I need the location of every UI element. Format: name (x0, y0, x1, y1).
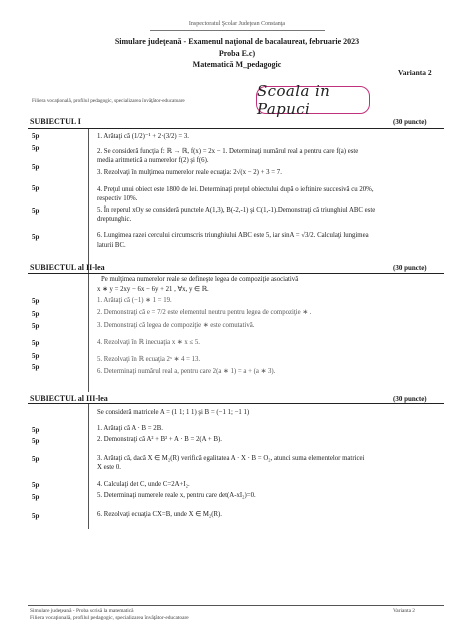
s1-item-4b: respectiv 10%. (97, 195, 138, 202)
s2-item-5: 5. Rezolvaţi în ℝ ecuaţia 2ˣ ∗ 4 = 13. (97, 356, 201, 363)
exam-subject: Matematică M_pedagogic (192, 60, 282, 69)
s1-item-1: 1. Arătaţi că (1/2)⁻¹ + 2·(3/2) = 3. (97, 133, 189, 140)
section-1-title: SUBIECTUL I (30, 117, 81, 126)
s2-points-6: 5p (32, 363, 40, 371)
s3-points-5: 5p (32, 493, 40, 501)
s1-points-6: 5p (32, 233, 40, 241)
s1-item-3: 3. Rezolvaţi în mulţimea numerelor reale ecuaţia: 2√(x − 2) + 3 = 7. (97, 169, 282, 176)
s3-points-4: 5p (32, 481, 40, 489)
section-3-points: (30 puncte) (393, 395, 427, 403)
s1-item-5b: dreptunghic. (97, 216, 132, 223)
section-3-rule (28, 403, 444, 404)
s3-item-3b: X este 0. (97, 464, 121, 471)
footer-rule (28, 605, 444, 606)
s1-points-1: 5p (32, 132, 40, 140)
s1-item-5: 5. În reperul xOy se consideră punctele A(1,3), B(-2,-1) şi C(1,-1).Demonstraţi că triunghiul ABC este (97, 207, 376, 214)
s1-item-6: 6. Lungimea razei cercului circumscris triunghiului ABC este 5, iar sinA = √3/2. Calculaţi lungimea (97, 232, 369, 239)
s3-item-1: 1. Arătaţi că A · B = 2B. (97, 425, 163, 432)
s1-item-2: 2. Se consideră funcţia f: ℝ → ℝ, f(x) = 2x − 1. Determinaţi numărul real a pentru care f(a) este (97, 148, 359, 155)
section-2-points: (30 puncte) (393, 264, 427, 272)
s3-item-4: 4. Calculaţi det C, unde C=2A+I₂. (97, 481, 190, 488)
s2-item-6: 6. Determinaţi numărul real a, pentru care 2(a ∗ 1) = a + (a ∗ 3). (97, 368, 276, 375)
section-1-rule (28, 128, 444, 129)
s2-points-2: 5p (32, 310, 40, 318)
s2-item-3: 3. Demonstraţi că legea de compoziţie ∗ este comutativă. (97, 322, 255, 329)
footer-varianta: Varianta 2 (393, 608, 416, 614)
s2-points-5: 5p (32, 352, 40, 360)
varianta-label: Varianta 2 (398, 68, 432, 77)
scoala-in-papuci-logo: Scoala in Papuci (256, 86, 370, 114)
s2-intro-1: Pe mulţimea numerelor reale se defineşte legea de compoziţie asociativă (101, 276, 299, 283)
s3-points-6: 5p (32, 512, 40, 520)
s2-item-2: 2. Demonstraţi că e = 7/2 este elementul neutru pentru legea de compoziţie ∗ . (97, 309, 312, 316)
s1-item-6b: laturii BC. (97, 242, 126, 249)
section-3-title: SUBIECTUL al III-lea (30, 394, 108, 403)
s1-item-4: 4. Preţul unui obiect este 1800 de lei. Determinaţi preţul obiectului după o ieftinire succesivă cu 20%, (97, 186, 374, 193)
exam-title: Simulare judeţeană - Examenul naţional de bacalaureat, februarie 2023 (114, 37, 360, 46)
s1-points-2: 5p (32, 144, 40, 152)
section-3-divider (88, 404, 89, 529)
s3-points-2: 5p (32, 437, 40, 445)
s3-points-3: 5p (32, 455, 40, 463)
section-2-title: SUBIECTUL al II-lea (30, 263, 105, 272)
s3-item-5: 5. Determinaţi numerele reale x, pentru care det(A-xI₂)=0. (97, 492, 256, 499)
s3-item-2: 2. Demonstraţi că A² + B² + A · B = 2(A + B). (97, 436, 222, 443)
s2-item-1: 1. Arătaţi că (−1) ∗ 1 = 19. (97, 297, 172, 304)
footer-line-1: Simulare judeţeană - Proba scrisă la matematică (30, 608, 134, 614)
s2-item-4: 4. Rezolvaţi în ℝ inecuaţia x ∗ x ≤ 5. (97, 339, 200, 346)
section-2-divider (88, 274, 89, 392)
s1-points-5: 5p (32, 207, 40, 215)
s3-item-6: 6. Rezolvaţi ecuaţia CX=B, unde X ∈ M₂(R). (97, 511, 223, 518)
s2-points-3: 5p (32, 322, 40, 330)
s2-points-4: 5p (32, 339, 40, 347)
section-1-divider (88, 129, 89, 274)
s3-intro: Se consideră matricele A = (1 1; 1 1) şi B = (−1 1; −1 1) (97, 409, 250, 416)
footer-line-2: Filiera vocaţională, profilul pedagogic, specializarea învăţător-educatoare (30, 615, 189, 621)
section-2-rule (28, 273, 444, 274)
s3-points-1: 5p (32, 426, 40, 434)
exam-proba: Proba E.c) (218, 49, 256, 58)
section-1-points: (30 puncte) (393, 118, 427, 126)
s1-points-4: 5p (32, 184, 40, 192)
s3-item-3: 3. Arătaţi că, dacă X ∈ M₂(R) verifică egalitatea A · X · B = O₂, atunci suma elementelor matricei (97, 455, 365, 462)
s1-points-3: 5p (32, 163, 40, 171)
s1-item-2b: media aritmetică a numerelor f(2) şi f(6). (97, 157, 209, 164)
header-rule (150, 30, 325, 31)
filiera-text: Filiera vocaţională, profilul pedagogic, specializarea învăţător-educatoare (32, 98, 185, 104)
s2-points-1: 5p (32, 297, 40, 305)
s2-intro-2: x ∗ y = 2xy − 6x − 6y + 21 , ∀x, y ∈ ℝ. (97, 286, 209, 293)
inspectorat-header: Inspectoratul Şcolar Judeţean Constanţa (188, 21, 286, 27)
